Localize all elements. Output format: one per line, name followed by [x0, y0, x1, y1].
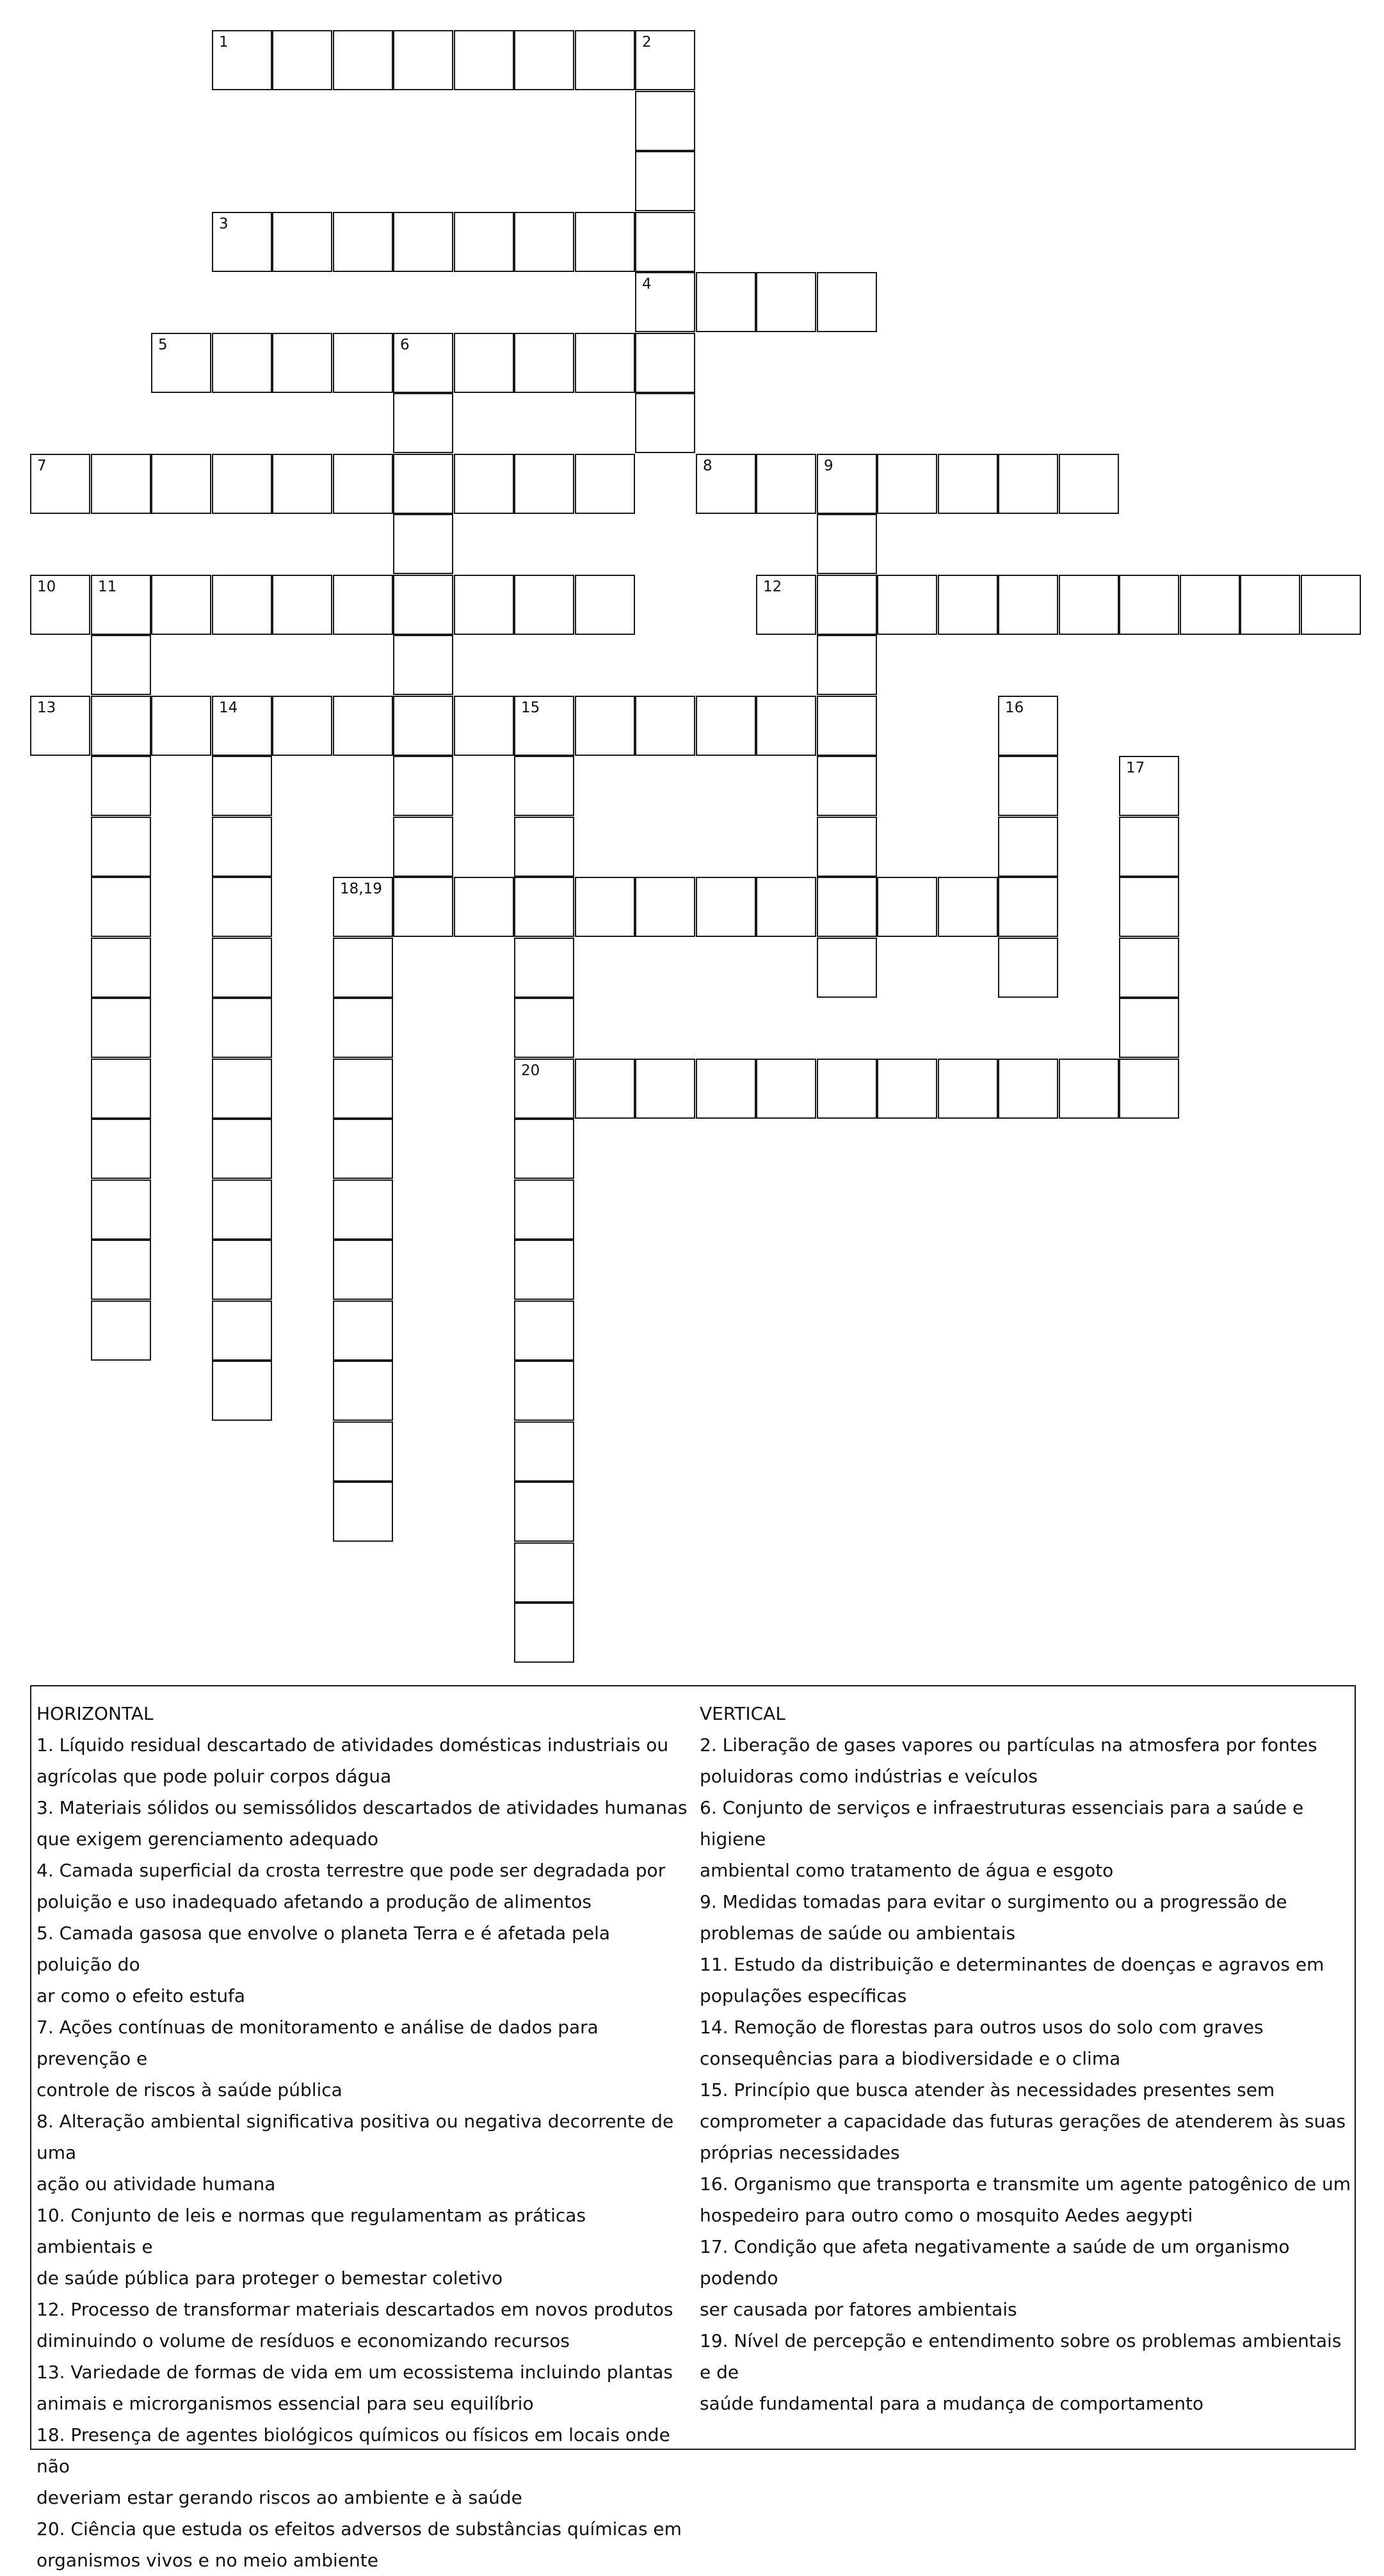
crossword-cell[interactable] [272, 333, 332, 393]
crossword-cell-7[interactable] [30, 454, 90, 514]
crossword-cell[interactable] [212, 333, 272, 393]
crossword-cell[interactable] [454, 30, 514, 90]
crossword-cell[interactable] [514, 212, 574, 272]
clue-number: 2 [642, 34, 652, 51]
crossword-cell[interactable] [575, 575, 635, 635]
horizontal-clue-line: 20. Ciência que estuda os efeitos adversos de substâncias químicas em [36, 2518, 682, 2540]
clue-number: 9 [824, 458, 833, 474]
clue-number: 16 [1005, 700, 1024, 716]
crossword-cell[interactable] [938, 454, 998, 514]
crossword-cell[interactable] [333, 696, 393, 756]
crossword-cell[interactable] [1301, 575, 1361, 635]
crossword-cell[interactable] [333, 1180, 393, 1240]
crossword-cell[interactable] [212, 1119, 272, 1179]
horizontal-clue-line: animais e microrganismos essencial para seu equilíbrio [36, 2393, 534, 2414]
clue-number: 5 [158, 337, 168, 353]
crossword-cell[interactable] [756, 1059, 816, 1119]
crossword-cell[interactable] [454, 333, 514, 393]
crossword-cell[interactable] [817, 817, 877, 877]
crossword-cell[interactable] [514, 817, 574, 877]
horizontal-clue-line: 18. Presença de agentes biológicos químicos ou físicos em locais onde não [36, 2424, 670, 2477]
horizontal-clue-line: ação ou atividade humana [36, 2173, 276, 2195]
crossword-cell-11[interactable] [91, 575, 151, 635]
crossword-cell[interactable] [272, 454, 332, 514]
crossword-cell[interactable] [333, 1482, 393, 1542]
vertical-clue-line: consequências para a biodiversidade e o clima [700, 2048, 1121, 2069]
crossword-cell[interactable] [212, 1361, 272, 1421]
crossword-cell[interactable] [333, 1119, 393, 1179]
clues-box [30, 1685, 1356, 2571]
vertical-title: VERTICAL [700, 1703, 785, 1724]
crossword-cell[interactable] [333, 1421, 393, 1482]
crossword-cell[interactable] [393, 635, 453, 695]
crossword-cell[interactable] [212, 575, 272, 635]
horizontal-clue-line: controle de riscos à saúde pública [36, 2079, 342, 2100]
horizontal-clue-line: organismos vivos e no meio ambiente [36, 2550, 379, 2571]
crossword-cell[interactable] [212, 998, 272, 1058]
crossword-cell[interactable] [151, 454, 211, 514]
crossword-cell-17[interactable] [1119, 756, 1179, 816]
crossword-cell[interactable] [817, 575, 877, 635]
horizontal-clue-line: 10. Conjunto de leis e normas que regulamentam as práticas ambientais e [36, 2205, 586, 2257]
crossword-cell[interactable] [575, 877, 635, 937]
crossword-cell[interactable] [212, 756, 272, 816]
crossword-cell[interactable] [1059, 1059, 1119, 1119]
crossword-cell[interactable] [333, 938, 393, 998]
crossword-cell[interactable] [877, 575, 937, 635]
vertical-clue-line: próprias necessidades [700, 2142, 900, 2163]
crossword-cell[interactable] [696, 1059, 756, 1119]
crossword-cell[interactable] [454, 454, 514, 514]
horizontal-title: HORIZONTAL [36, 1703, 154, 1724]
crossword-cell-12[interactable] [756, 575, 816, 635]
crossword-cell[interactable] [756, 272, 816, 332]
crossword-cell-6[interactable] [393, 333, 453, 393]
vertical-clue-line: 17. Condição que afeta negativamente a saúde de um organismo podendo [700, 2236, 1290, 2289]
crossword-cell[interactable] [333, 333, 393, 393]
crossword-cell[interactable] [1119, 938, 1179, 998]
crossword-cell[interactable] [696, 877, 756, 937]
crossword-cell[interactable] [817, 272, 877, 332]
crossword-cell[interactable] [91, 756, 151, 816]
crossword-cell-5[interactable] [151, 333, 211, 393]
crossword-cell[interactable] [333, 1059, 393, 1119]
crossword-cell[interactable] [91, 817, 151, 877]
crossword-cell[interactable] [454, 696, 514, 756]
crossword-cell[interactable] [393, 514, 453, 574]
vertical-clue-line: 16. Organismo que transporta e transmite um agente patogênico de um [700, 2173, 1351, 2195]
horizontal-clue-line: 1. Líquido residual descartado de atividades domésticas industriais ou [36, 1734, 669, 1756]
crossword-cell-20[interactable] [514, 1059, 574, 1119]
crossword-cell[interactable] [575, 333, 635, 393]
crossword-cell[interactable] [696, 272, 756, 332]
crossword-cell[interactable] [514, 1180, 574, 1240]
crossword-cell[interactable] [212, 817, 272, 877]
horizontal-clue-line: diminuindo o volume de resíduos e economizando recursos [36, 2330, 570, 2351]
crossword-cell-14[interactable] [212, 696, 272, 756]
crossword-cell[interactable] [333, 454, 393, 514]
crossword-cell[interactable] [91, 1300, 151, 1361]
crossword-cell[interactable] [454, 575, 514, 635]
crossword-cell[interactable] [756, 454, 816, 514]
crossword-cell[interactable] [212, 877, 272, 937]
crossword-cell[interactable] [514, 1119, 574, 1179]
crossword-cell[interactable] [212, 454, 272, 514]
vertical-clue-line: 15. Princípio que busca atender às necessidades presentes sem [700, 2079, 1275, 2100]
horizontal-clue-line: 5. Camada gasosa que envolve o planeta Terra e é afetada pela poluição do [36, 1923, 610, 1975]
crossword-cell[interactable] [272, 575, 332, 635]
clue-number: 8 [703, 458, 712, 474]
vertical-clue-line: ser causada por fatores ambientais [700, 2299, 1017, 2320]
vertical-clue-line: 2. Liberação de gases vapores ou partículas na atmosfera por fontes [700, 1734, 1317, 1756]
crossword-cell[interactable] [514, 333, 574, 393]
crossword-cell[interactable] [514, 877, 574, 937]
crossword-cell[interactable] [635, 1059, 695, 1119]
horizontal-clue-line: poluição e uso inadequado afetando a produção de alimentos [36, 1891, 591, 1912]
crossword-cell[interactable] [91, 998, 151, 1058]
crossword-cell[interactable] [514, 1361, 574, 1421]
crossword-cell[interactable] [938, 575, 998, 635]
crossword-cell[interactable] [756, 877, 816, 937]
crossword-cell[interactable] [514, 1482, 574, 1542]
crossword-cell[interactable] [514, 998, 574, 1058]
crossword-cell[interactable] [514, 756, 574, 816]
crossword-cell[interactable] [877, 454, 937, 514]
crossword-cell-18-19[interactable] [333, 877, 393, 937]
crossword-cell[interactable] [635, 333, 695, 393]
crossword-cell-13[interactable] [30, 696, 90, 756]
crossword-cell-3[interactable] [212, 212, 272, 272]
crossword-cell[interactable] [575, 454, 635, 514]
crossword-cell[interactable] [817, 938, 877, 998]
crossword-cell[interactable] [393, 30, 453, 90]
crossword-cell[interactable] [817, 635, 877, 695]
crossword-cell-9[interactable] [817, 454, 877, 514]
crossword-cell[interactable] [393, 696, 453, 756]
clue-number: 18,19 [340, 881, 382, 897]
crossword-cell[interactable] [877, 877, 937, 937]
crossword-cell[interactable] [575, 696, 635, 756]
crossword-cell[interactable] [212, 1240, 272, 1300]
crossword-cell[interactable] [635, 151, 695, 211]
horizontal-clue-line: 8. Alteração ambiental significativa positiva ou negativa decorrente de uma [36, 2111, 674, 2163]
crossword-cell[interactable] [1240, 575, 1300, 635]
crossword-cell[interactable] [333, 30, 393, 90]
crossword-cell[interactable] [514, 30, 574, 90]
crossword-cell[interactable] [212, 938, 272, 998]
crossword-cell[interactable] [1119, 998, 1179, 1058]
crossword-cell[interactable] [393, 756, 453, 816]
crossword-cell[interactable] [91, 454, 151, 514]
crossword-cell[interactable] [1119, 575, 1179, 635]
crossword-cell[interactable] [333, 1240, 393, 1300]
crossword-cell[interactable] [756, 696, 816, 756]
crossword-cell[interactable] [1059, 575, 1119, 635]
crossword-cell-15[interactable] [514, 696, 574, 756]
vertical-clue-line: 11. Estudo da distribuição e determinantes de doenças e agravos em [700, 1954, 1324, 1975]
crossword-cell[interactable] [333, 1361, 393, 1421]
crossword-cell[interactable] [333, 998, 393, 1058]
crossword-cell[interactable] [998, 877, 1058, 937]
crossword-cell[interactable] [696, 696, 756, 756]
crossword-cell[interactable] [272, 696, 332, 756]
horizontal-clue-line: agrícolas que pode poluir corpos dágua [36, 1766, 392, 1787]
horizontal-clue-line: ar como o efeito estufa [36, 1985, 246, 2006]
crossword-cell[interactable] [817, 877, 877, 937]
crossword-cell[interactable] [333, 212, 393, 272]
crossword-cell[interactable] [1119, 817, 1179, 877]
clue-number: 7 [37, 458, 47, 474]
crossword-cell[interactable] [575, 212, 635, 272]
crossword-cell-10[interactable] [30, 575, 90, 635]
crossword-cell[interactable] [514, 1300, 574, 1361]
crossword-cell[interactable] [272, 30, 332, 90]
crossword-cell[interactable] [1059, 454, 1119, 514]
crossword-cell[interactable] [575, 1059, 635, 1119]
crossword-cell[interactable] [635, 91, 695, 151]
crossword-cell[interactable] [514, 575, 574, 635]
crossword-cell[interactable] [938, 877, 998, 937]
horizontal-clue-line: 7. Ações contínuas de monitoramento e análise de dados para prevenção e [36, 2017, 599, 2069]
crossword-cell[interactable] [877, 1059, 937, 1119]
crossword-cell[interactable] [998, 575, 1058, 635]
crossword-cell[interactable] [635, 212, 695, 272]
clue-number: 13 [37, 700, 56, 716]
crossword-cell[interactable] [635, 393, 695, 453]
horizontal-clue-line: que exigem gerenciamento adequado [36, 1828, 379, 1850]
crossword-cell[interactable] [514, 454, 574, 514]
horizontal-clue-line: 12. Processo de transformar materiais descartados em novos produtos [36, 2299, 673, 2320]
crossword-cell-1[interactable] [212, 30, 272, 90]
crossword-cell[interactable] [998, 1059, 1058, 1119]
vertical-clue-line: ambiental como tratamento de água e esgoto [700, 1860, 1114, 1881]
crossword-cell[interactable] [393, 454, 453, 514]
horizontal-clue-line: 13. Variedade de formas de vida em um ecossistema incluindo plantas [36, 2362, 673, 2383]
crossword-cell[interactable] [151, 575, 211, 635]
crossword-cell-4[interactable] [635, 272, 695, 332]
vertical-clue-line: 6. Conjunto de serviços e infraestruturas essenciais para a saúde e higiene [700, 1797, 1304, 1850]
crossword-cell[interactable] [393, 877, 453, 937]
crossword-cell[interactable] [817, 514, 877, 574]
crossword-cell[interactable] [998, 756, 1058, 816]
crossword-cell[interactable] [998, 938, 1058, 998]
crossword-cell[interactable] [817, 756, 877, 816]
crossword-cell-2[interactable] [635, 30, 695, 90]
clue-number: 14 [219, 700, 238, 716]
vertical-clue-line: saúde fundamental para a mudança de comportamento [700, 2393, 1204, 2414]
crossword-cell[interactable] [91, 696, 151, 756]
crossword-cell[interactable] [91, 635, 151, 695]
crossword-cell[interactable] [91, 877, 151, 937]
vertical-clue-line: 14. Remoção de florestas para outros usos do solo com graves [700, 2017, 1264, 2038]
crossword-cell[interactable] [91, 938, 151, 998]
crossword-cell[interactable] [212, 1059, 272, 1119]
crossword-cell[interactable] [91, 1180, 151, 1240]
crossword-cell[interactable] [393, 575, 453, 635]
vertical-clue-line: problemas de saúde ou ambientais [700, 1923, 1016, 1944]
crossword-cell[interactable] [1119, 877, 1179, 937]
crossword-cell[interactable] [514, 1603, 574, 1663]
crossword-cell[interactable] [212, 1180, 272, 1240]
vertical-clue-line: 19. Nível de percepção e entendimento sobre os problemas ambientais e de [700, 2330, 1342, 2383]
crossword-cell[interactable] [454, 877, 514, 937]
crossword-cell[interactable] [272, 212, 332, 272]
horizontal-clue-line: 3. Materiais sólidos ou semissólidos descartados de atividades humanas [36, 1797, 688, 1818]
crossword-cell[interactable] [333, 575, 393, 635]
vertical-clue-line: hospedeiro para outro como o mosquito Aedes aegypti [700, 2205, 1193, 2226]
crossword-cell[interactable] [1180, 575, 1240, 635]
crossword-cell[interactable] [91, 1119, 151, 1179]
crossword-cell[interactable] [91, 1059, 151, 1119]
crossword-cell[interactable] [635, 696, 695, 756]
vertical-clue-line: poluidoras como indústrias e veículos [700, 1766, 1038, 1787]
horizontal-clue-line: 4. Camada superficial da crosta terrestre que pode ser degradada por [36, 1860, 666, 1881]
vertical-clue-line: populações específicas [700, 1985, 907, 2006]
vertical-clue-line: 9. Medidas tomadas para evitar o surgimento ou a progressão de [700, 1891, 1287, 1912]
crossword-cell[interactable] [817, 1059, 877, 1119]
crossword-cell[interactable] [514, 1542, 574, 1603]
crossword-cell[interactable] [514, 1421, 574, 1482]
crossword-cell[interactable] [212, 1300, 272, 1361]
horizontal-clue-line: de saúde pública para proteger o bemestar coletivo [36, 2268, 503, 2289]
crossword-cell-8[interactable] [696, 454, 756, 514]
crossword-cell[interactable] [635, 877, 695, 937]
clue-number: 20 [521, 1062, 540, 1079]
crossword-cell-16[interactable] [998, 696, 1058, 756]
crossword-cell[interactable] [91, 1240, 151, 1300]
crossword-cell[interactable] [151, 696, 211, 756]
clue-number: 11 [98, 579, 117, 595]
crossword-cell[interactable] [817, 696, 877, 756]
horizontal-clue-line: deveriam estar gerando riscos ao ambiente e à saúde [36, 2487, 522, 2508]
clue-number: 10 [37, 579, 56, 595]
crossword-cell[interactable] [1119, 1059, 1179, 1119]
crossword-cell[interactable] [514, 1240, 574, 1300]
vertical-clues [700, 1698, 1351, 2419]
crossword-cell[interactable] [393, 393, 453, 453]
crossword-cell[interactable] [514, 938, 574, 998]
crossword-cell[interactable] [998, 817, 1058, 877]
crossword-cell[interactable] [454, 212, 514, 272]
horizontal-clues [36, 1698, 689, 2576]
crossword-cell[interactable] [998, 454, 1058, 514]
clue-number: 15 [521, 700, 540, 716]
vertical-clue-line: comprometer a capacidade das futuras gerações de atenderem às suas [700, 2111, 1346, 2132]
clue-number: 3 [219, 216, 229, 232]
clue-number: 12 [763, 579, 782, 595]
clue-number: 6 [400, 337, 410, 353]
crossword-cell[interactable] [393, 817, 453, 877]
crossword-cell[interactable] [393, 212, 453, 272]
clue-number: 1 [219, 34, 229, 51]
crossword-cell[interactable] [938, 1059, 998, 1119]
clue-number: 17 [1126, 760, 1145, 776]
crossword-cell[interactable] [333, 1300, 393, 1361]
crossword-cell[interactable] [575, 30, 635, 90]
clue-number: 4 [642, 276, 652, 292]
